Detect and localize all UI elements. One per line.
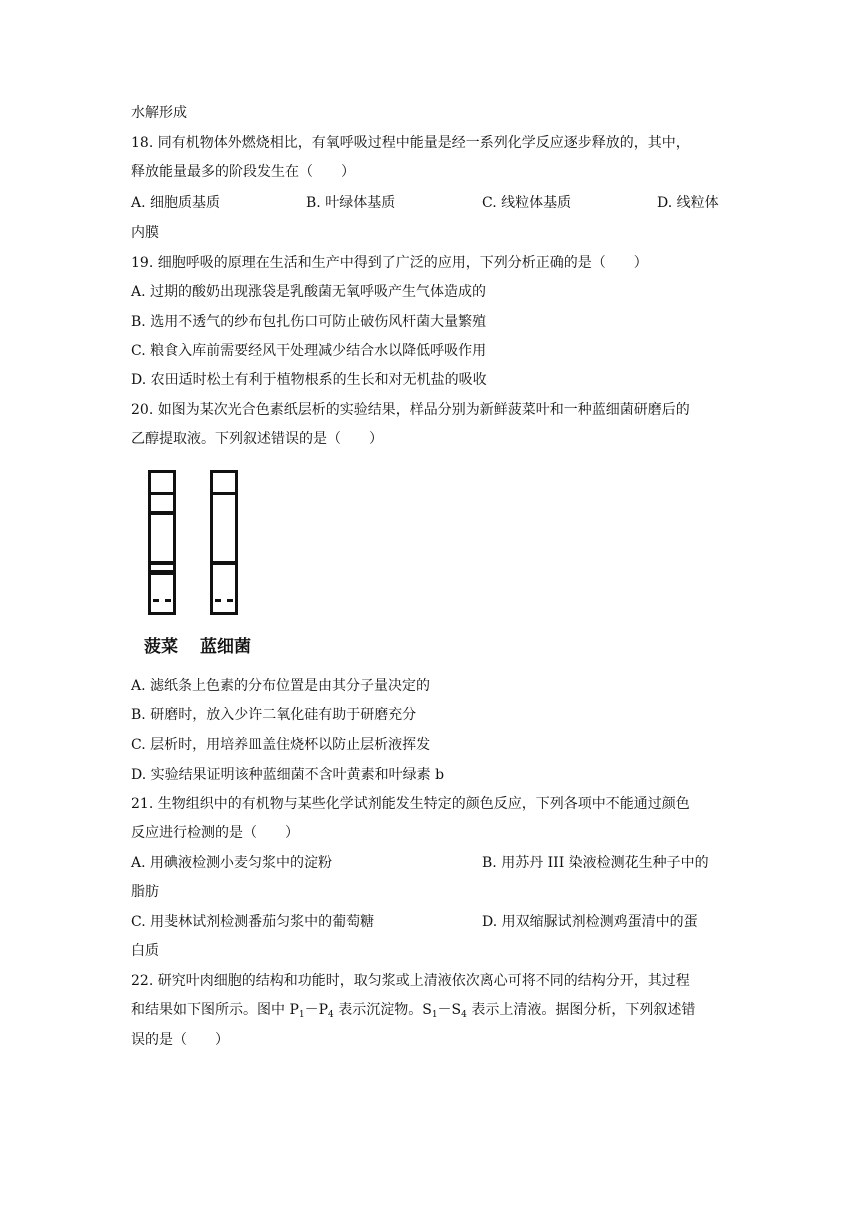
- q20-stem-line2: 乙醇提取液。下列叙述错误的是（ ）: [131, 431, 383, 447]
- cyanobacteria-band-1: [213, 492, 235, 495]
- q20-option-b: B. 研磨时，放入少许二氧化硅有助于研磨充分: [131, 707, 417, 723]
- cyanobacteria-band-2: [213, 561, 235, 565]
- q22-text-part-e: 表示上清液。据图分析，下列叙述错: [466, 1002, 696, 1018]
- q19-stem: 19. 细胞呼吸的原理在生活和生产中得到了广泛的应用，下列分析正确的是（ ）: [131, 255, 648, 271]
- q22-stem-line2: [131, 1001, 695, 1019]
- q20-stem-line1: 20. 如图为某次光合色素纸层析的实验结果，样品分别为新鲜菠菜叶和一种蓝细菌研磨后的: [131, 402, 690, 418]
- q22-stem-line3: 误的是（ ）: [131, 1032, 229, 1048]
- q21-option-b: B. 用苏丹 III 染液检测花生种子中的: [482, 855, 709, 871]
- q18-option-d: D. 线粒体: [657, 195, 719, 211]
- q22-sub-p4: 4: [328, 1010, 334, 1020]
- spinach-label: 菠菜: [144, 637, 178, 657]
- q20-option-a: A. 滤纸条上色素的分布位置是由其分子量决定的: [131, 678, 431, 694]
- q18-option-b: B. 叶绿体基质: [306, 195, 396, 211]
- spinach-band-4: [151, 570, 173, 575]
- q21-option-c: C. 用斐林试剂检测番茄匀浆中的葡萄糖: [131, 914, 375, 930]
- spinach-origin-line: [153, 599, 171, 602]
- cyanobacteria-origin-line: [215, 599, 233, 602]
- spinach-band-1: [151, 492, 173, 495]
- cyanobacteria-strip: [210, 470, 238, 615]
- q22-text-part-a: 和结果如下图所示。图中 P: [131, 1002, 299, 1018]
- q22-text-part-b: －P: [304, 1002, 329, 1018]
- q22-stem-line1: 22. 研究叶肉细胞的结构和功能时，取匀浆或上清液依次离心可将不同的结构分开，其过程: [131, 973, 690, 989]
- spinach-strip: [148, 470, 176, 615]
- q18-stem-line1: 18. 同有机物体外燃烧相比，有氧呼吸过程中能量是经一系列化学反应逐步释放的，其中，: [131, 135, 690, 151]
- spinach-band-2: [151, 511, 173, 515]
- q21-option-a: A. 用碘液检测小麦匀浆中的淀粉: [131, 855, 333, 871]
- q21-stem-line2: 反应进行检测的是（ ）: [131, 825, 299, 841]
- q22-text-part-c: 表示沉淀物。S: [333, 1002, 432, 1018]
- q19-option-b: B. 选用不透气的纱布包扎伤口可防止破伤风杆菌大量繁殖: [131, 314, 487, 330]
- q21-option-b-cont: 脂肪: [131, 884, 159, 900]
- q22-sub-p1: 1: [298, 1010, 305, 1020]
- q21-stem-line1: 21. 生物组织中的有机物与某些化学试剂能发生特定的颜色反应，下列各项中不能通过颜色: [131, 796, 690, 812]
- q18-option-d-cont: 内膜: [131, 225, 159, 241]
- q19-option-d: D. 农田适时松土有利于植物根系的生长和对无机盐的吸收: [131, 372, 487, 388]
- q22-sub-s1: 1: [431, 1010, 438, 1020]
- q22-text-part-d: －S: [437, 1002, 462, 1018]
- cyanobacteria-label: 蓝细菌: [200, 637, 251, 657]
- q22-sub-s4: 4: [461, 1010, 467, 1020]
- q18-option-c: C. 线粒体基质: [482, 195, 572, 211]
- q20-option-d: D. 实验结果证明该种蓝细菌不含叶黄素和叶绿素 b: [131, 767, 445, 783]
- q19-option-c: C. 粮食入库前需要经风干处理减少结合水以降低呼吸作用: [131, 343, 487, 359]
- q20-option-c: C. 层析时，用培养皿盖住烧杯以防止层析液挥发: [131, 737, 431, 753]
- q17-tail: 水解形成: [131, 105, 187, 121]
- q21-option-d: D. 用双缩脲试剂检测鸡蛋清中的蛋: [482, 914, 698, 930]
- q18-option-a: A. 细胞质基质: [131, 195, 221, 211]
- q18-stem-line2: 释放能量最多的阶段发生在（ ）: [131, 164, 355, 180]
- q21-option-d-cont: 白质: [131, 943, 159, 959]
- q19-option-a: A. 过期的酸奶出现涨袋是乳酸菌无氧呼吸产生气体造成的: [131, 284, 487, 300]
- chromatography-figure: [138, 462, 268, 662]
- spinach-band-3: [151, 561, 173, 565]
